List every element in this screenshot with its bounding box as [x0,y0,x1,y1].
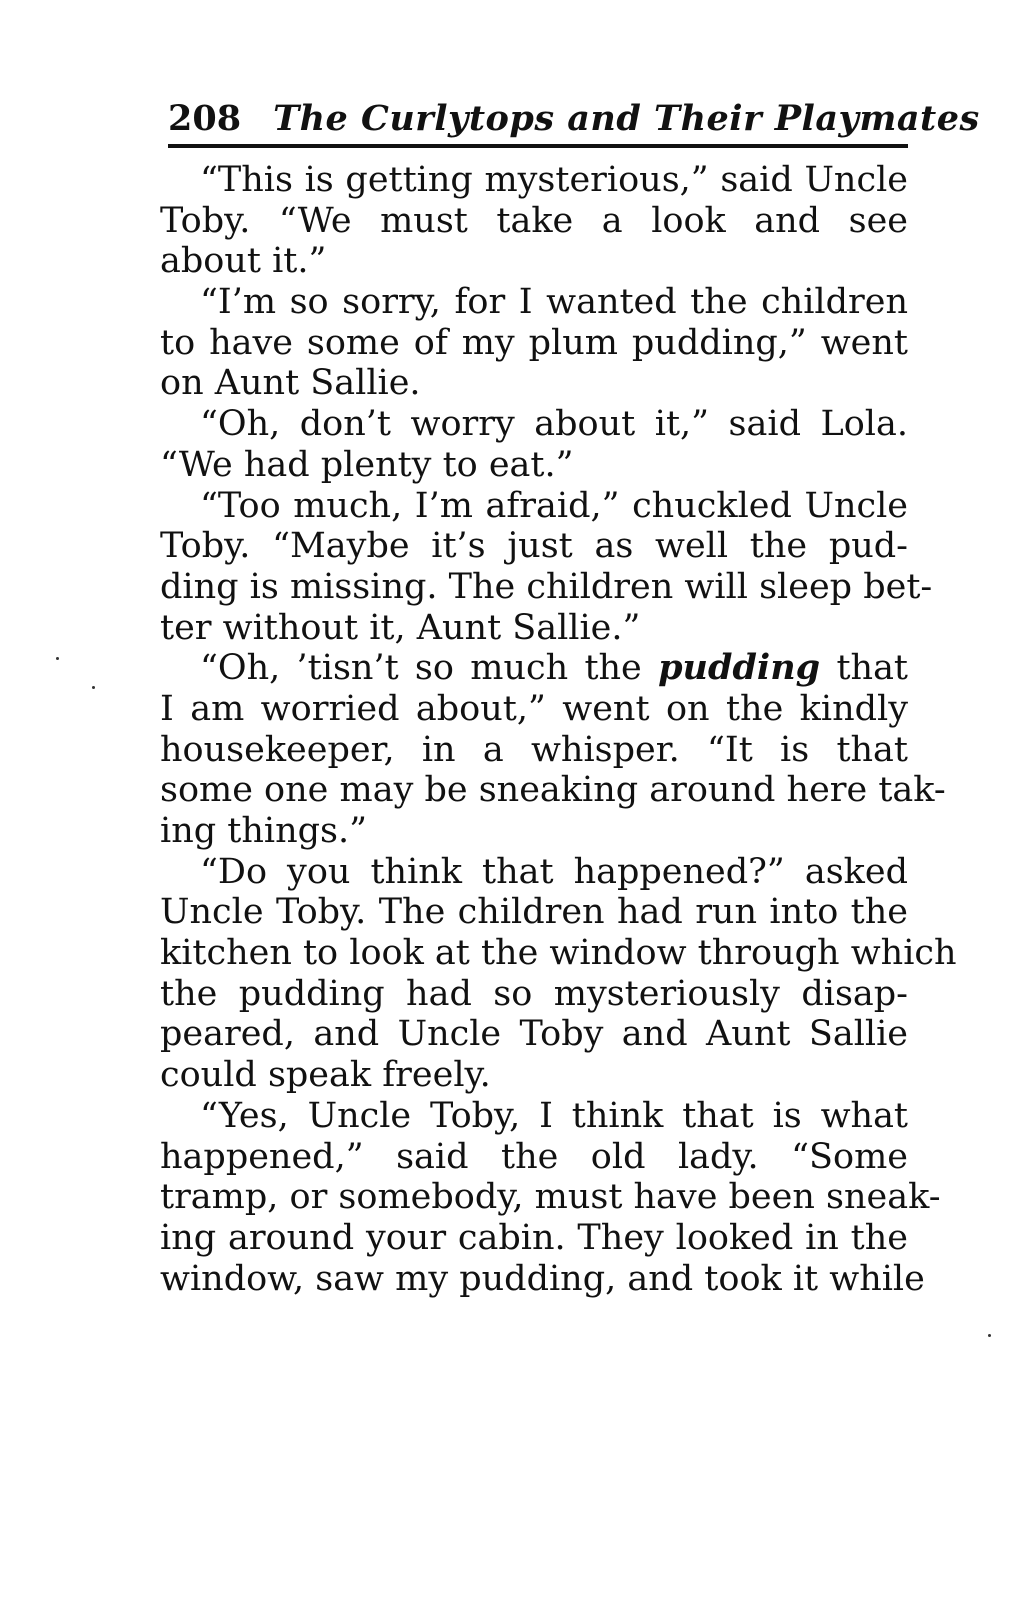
text-line: ter without it, Aunt Sallie.” [160,607,641,648]
scan-speck [56,657,59,660]
book-page [160,96,980,1299]
body-text [160,160,957,1299]
text-line: housekeeper, in a whisper. “It is that [160,729,908,770]
text-line: some one may be sneaking around here tak- [160,770,946,811]
text-line: Toby. “We must take a look and see [160,200,908,241]
text-line: kitchen to look at the window through which [160,933,957,974]
text-line: ing things.” [160,811,367,851]
text-line: to have some of my plum pudding,” went [160,322,908,363]
text-segment: “Oh, ’tisn’t so much the [200,648,659,689]
text-line-with-italic [160,648,908,689]
text-line: “This is getting mysterious,” said Uncle [200,160,908,200]
text-line: happened,” said the old lady. “Some [160,1136,908,1177]
book-title: The Curlytops and Their Playmates [273,98,980,139]
text-line: on Aunt Sallie. [160,363,421,404]
text-line: “Do you think that happened?” asked [200,851,908,892]
text-line: Uncle Toby. The children had run into the [160,892,908,933]
running-head [160,96,980,142]
text-line: ing around your cabin. They looked in the [160,1217,908,1258]
text-line: “We had plenty to eat.” [160,444,574,485]
text-line: peared, and Uncle Toby and Aunt Sallie [160,1014,908,1055]
text-line: “Oh, don’t worry about it,” said Lola. [200,404,908,445]
text-line: about it.” [160,241,327,282]
text-line: the pudding had so mysteriously disap- [160,973,908,1014]
text-line: Toby. “Maybe it’s just as well the pud- [160,526,908,567]
scan-speck [988,1334,991,1337]
italic-word: pudding [658,647,821,689]
text-line: “Yes, Uncle Toby, I think that is what [200,1095,908,1136]
scan-speck [92,686,95,689]
text-line: “I’m so sorry, for I wanted the children [200,282,908,323]
text-line: ding is missing. The children will sleep bet- [160,566,933,607]
text-line: “Too much, I’m afraid,” chuckled Uncle [200,485,908,526]
header-rule [168,144,908,148]
text-line: could speak freely. [160,1055,491,1096]
text-segment: that [820,648,908,689]
text-line: window, saw my pudding, and took it while [160,1258,925,1299]
text-line: tramp, or somebody, must have been sneak- [160,1177,941,1218]
text-line: I am worried about,” went on the kindly [160,688,908,729]
page-number: 208 [168,98,242,139]
